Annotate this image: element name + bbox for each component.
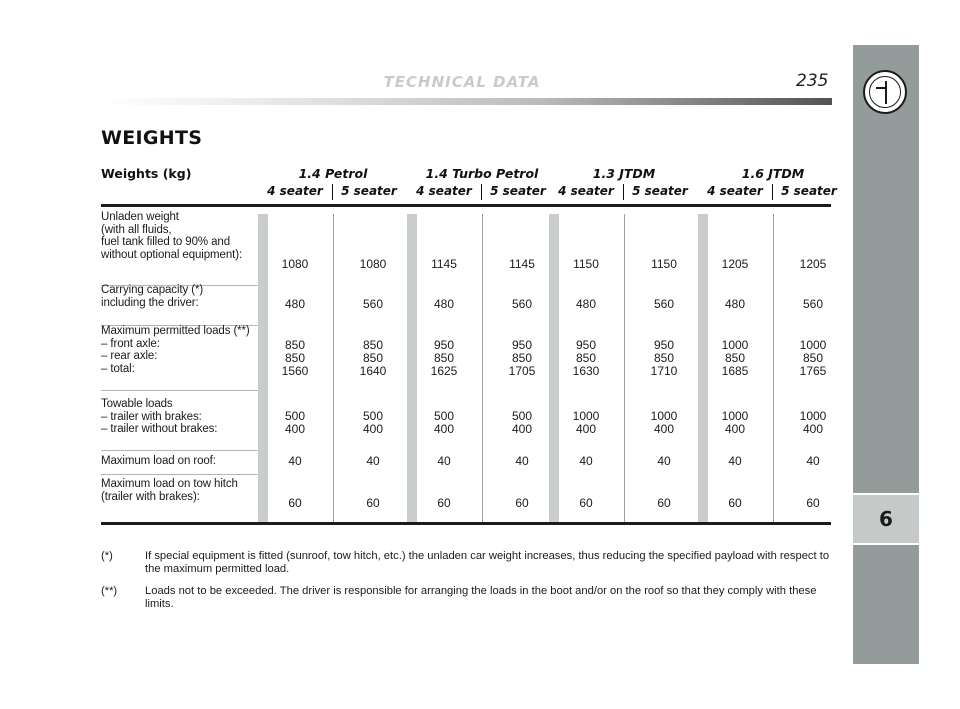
header-title: TECHNICAL DATA (383, 73, 541, 91)
cell-value: 950 (575, 338, 597, 352)
table-cell (549, 410, 623, 436)
row-label-line: without optional equipment): (101, 248, 243, 261)
cell-value: 40 (657, 454, 671, 468)
seat-divider (481, 184, 482, 200)
table-cell (336, 258, 410, 271)
table-cell (407, 258, 481, 271)
table-cell (258, 298, 332, 311)
row-label (101, 284, 261, 309)
cell-value: 1685 (721, 364, 749, 378)
cell-value: 950 (433, 338, 455, 352)
row-label-line: – total: (101, 362, 135, 375)
row-label-line: including the driver: (101, 296, 199, 309)
seat-label: 5 seater (490, 184, 546, 198)
cell-value: 1145 (509, 257, 535, 271)
seat-label: 4 seater (267, 184, 323, 198)
table-cell (336, 455, 410, 468)
table-cell (549, 497, 623, 510)
cell-value: 560 (653, 297, 675, 311)
cell-value: 400 (511, 422, 533, 436)
cell-value: 60 (515, 496, 529, 510)
cell-value: 40 (579, 454, 593, 468)
cell-value: 400 (433, 422, 455, 436)
cell-value: 400 (724, 422, 746, 436)
table-cell (549, 258, 623, 271)
cell-value: 400 (653, 422, 675, 436)
header-rule (100, 98, 832, 105)
cell-value: 1000 (799, 338, 827, 352)
footnote-mark: (**) (101, 585, 118, 597)
row-label (101, 325, 261, 375)
table-bottom-rule (101, 522, 831, 525)
row-header-label: Weights (kg) (101, 166, 192, 181)
table-cell (698, 258, 772, 271)
table-cell (485, 497, 559, 510)
cell-value: 1765 (799, 364, 827, 378)
cell-value: 1150 (573, 257, 599, 271)
row-label-line: Maximum load on tow hitch (101, 478, 238, 490)
row-label-line: – front axle: (101, 337, 160, 350)
cell-value: 850 (362, 338, 384, 352)
cell-value: 400 (802, 422, 824, 436)
cell-value: 850 (802, 351, 824, 365)
row-separator (101, 474, 258, 475)
cell-value: 850 (724, 351, 746, 365)
cell-value: 1150 (651, 257, 677, 271)
table-cell (698, 497, 772, 510)
cell-value: 560 (511, 297, 533, 311)
column-rule (773, 214, 774, 522)
row-label (101, 455, 261, 468)
section-number-badge[interactable]: 6 (853, 493, 919, 545)
cell-value: 400 (575, 422, 597, 436)
seat-label: 4 seater (707, 184, 763, 198)
table-cell (627, 497, 701, 510)
table-cell (776, 298, 850, 311)
engine-title: 1.4 Turbo Petrol (425, 166, 539, 181)
cell-value: 1145 (431, 257, 457, 271)
cell-value: 850 (653, 351, 675, 365)
column-rule (482, 214, 483, 522)
table-cell (776, 497, 850, 510)
engine-title: 1.3 JTDM (592, 166, 656, 181)
table-cell (258, 339, 332, 378)
page-number: 235 (796, 71, 829, 91)
row-label (101, 478, 261, 503)
row-label-line: Carrying capacity (*) (101, 284, 204, 296)
table-cell (698, 410, 772, 436)
table-cell (549, 298, 623, 311)
cell-value: 400 (362, 422, 384, 436)
footnote-text: Loads not to be exceeded. The driver is responsible for arranging the loads in the boot and/or on the roof so that they comply with these limits. (145, 585, 817, 610)
table-cell (407, 298, 481, 311)
table-cell (776, 339, 850, 378)
table-cell (485, 339, 559, 378)
table-cell (407, 497, 481, 510)
seat-divider (332, 184, 333, 200)
cell-value: 480 (575, 297, 597, 311)
cell-value: 1000 (572, 409, 600, 423)
seat-label: 4 seater (416, 184, 472, 198)
cell-value: 1640 (359, 364, 387, 378)
section-title: WEIGHTS (101, 127, 203, 149)
row-label-line: Towable loads (101, 398, 173, 410)
table-cell (485, 410, 559, 436)
row-label-line: (trailer with brakes): (101, 490, 200, 503)
cell-value: 40 (366, 454, 380, 468)
table-cell (776, 455, 850, 468)
cell-value: 60 (366, 496, 380, 510)
table-cell (549, 455, 623, 468)
table-cell (698, 455, 772, 468)
seat-divider (623, 184, 624, 200)
table-top-rule (101, 204, 831, 207)
cell-value: 60 (728, 496, 742, 510)
row-label-line: – trailer without brakes: (101, 423, 218, 435)
row-label (101, 211, 261, 261)
cell-value: 60 (437, 496, 451, 510)
table-cell (336, 497, 410, 510)
cell-value: 60 (806, 496, 820, 510)
row-label-line: fuel tank filled to 90% and (101, 236, 230, 248)
cell-value: 850 (575, 351, 597, 365)
cell-value: 480 (284, 297, 306, 311)
cell-value: 1560 (281, 364, 309, 378)
cell-value: 500 (433, 409, 455, 423)
row-separator (101, 450, 258, 451)
cell-value: 1710 (650, 364, 678, 378)
cell-value: 1000 (721, 338, 749, 352)
table-cell (485, 258, 559, 271)
cell-value: 40 (806, 454, 820, 468)
table-cell (407, 339, 481, 378)
row-label-line: (with all fluids, (101, 223, 172, 236)
cell-value: 950 (653, 338, 675, 352)
row-label-line: Maximum permitted loads (**) (101, 325, 250, 337)
table-cell (258, 455, 332, 468)
table-cell (549, 339, 623, 378)
table-cell (776, 258, 850, 271)
cell-value: 560 (362, 297, 384, 311)
chapter-side-tab (853, 45, 919, 664)
table-cell (258, 258, 332, 271)
cell-value: 1205 (799, 257, 827, 271)
cell-value: 480 (724, 297, 746, 311)
cell-value: 1000 (799, 409, 827, 423)
cell-value: 40 (288, 454, 302, 468)
cell-value: 950 (511, 338, 533, 352)
cell-value: 850 (284, 351, 306, 365)
table-cell (407, 410, 481, 436)
row-label-line: – trailer with brakes: (101, 410, 202, 423)
cell-value: 1080 (359, 257, 387, 271)
table-cell (698, 298, 772, 311)
column-rule (624, 214, 625, 522)
row-label-line: Unladen weight (101, 211, 179, 223)
logo-cross (876, 87, 885, 89)
table-cell (485, 455, 559, 468)
cell-value: 480 (433, 297, 455, 311)
table-cell (627, 339, 701, 378)
seat-label: 5 seater (341, 184, 397, 198)
cell-value: 60 (579, 496, 593, 510)
cell-value: 1705 (508, 364, 536, 378)
row-label-line: Maximum load on roof: (101, 455, 216, 467)
cell-value: 40 (728, 454, 742, 468)
cell-value: 1000 (721, 409, 749, 423)
table-cell (258, 497, 332, 510)
seat-label: 5 seater (632, 184, 688, 198)
cell-value: 850 (511, 351, 533, 365)
logo-divider (885, 81, 887, 104)
table-cell (776, 410, 850, 436)
engine-title: 1.4 Petrol (298, 166, 368, 181)
table-cell (627, 410, 701, 436)
cell-value: 40 (437, 454, 451, 468)
seat-label: 4 seater (558, 184, 614, 198)
table-cell (627, 455, 701, 468)
table-cell (336, 410, 410, 436)
engine-title: 1.6 JTDM (741, 166, 805, 181)
row-label (101, 398, 261, 436)
row-separator (101, 390, 258, 391)
cell-value: 60 (288, 496, 302, 510)
table-cell (485, 298, 559, 311)
cell-value: 1205 (721, 257, 749, 271)
table-cell (407, 455, 481, 468)
cell-value: 40 (515, 454, 529, 468)
seat-divider (772, 184, 773, 200)
cell-value: 560 (802, 297, 824, 311)
cell-value: 500 (362, 409, 384, 423)
cell-value: 500 (284, 409, 306, 423)
cell-value: 500 (511, 409, 533, 423)
table-cell (258, 410, 332, 436)
cell-value: 60 (657, 496, 671, 510)
column-rule (333, 214, 334, 522)
table-cell (336, 298, 410, 311)
row-label-line: – rear axle: (101, 350, 158, 362)
brand-logo-icon (863, 70, 907, 114)
table-cell (627, 258, 701, 271)
cell-value: 850 (433, 351, 455, 365)
footnote-text: If special equipment is fitted (sunroof, tow hitch, etc.) the unladen car weight increases, thus reducing the specified payload with respect to the maximum permitted load. (145, 550, 830, 575)
cell-value: 850 (362, 351, 384, 365)
seat-label: 5 seater (781, 184, 837, 198)
cell-value: 1000 (650, 409, 678, 423)
cell-value: 1630 (572, 364, 600, 378)
cell-value: 850 (284, 338, 306, 352)
footnote-mark: (*) (101, 550, 113, 562)
table-cell (336, 339, 410, 378)
table-cell (698, 339, 772, 378)
cell-value: 1625 (430, 364, 458, 378)
logo-inner-ring (869, 76, 901, 108)
cell-value: 400 (284, 422, 306, 436)
table-cell (627, 298, 701, 311)
cell-value: 1080 (281, 257, 309, 271)
